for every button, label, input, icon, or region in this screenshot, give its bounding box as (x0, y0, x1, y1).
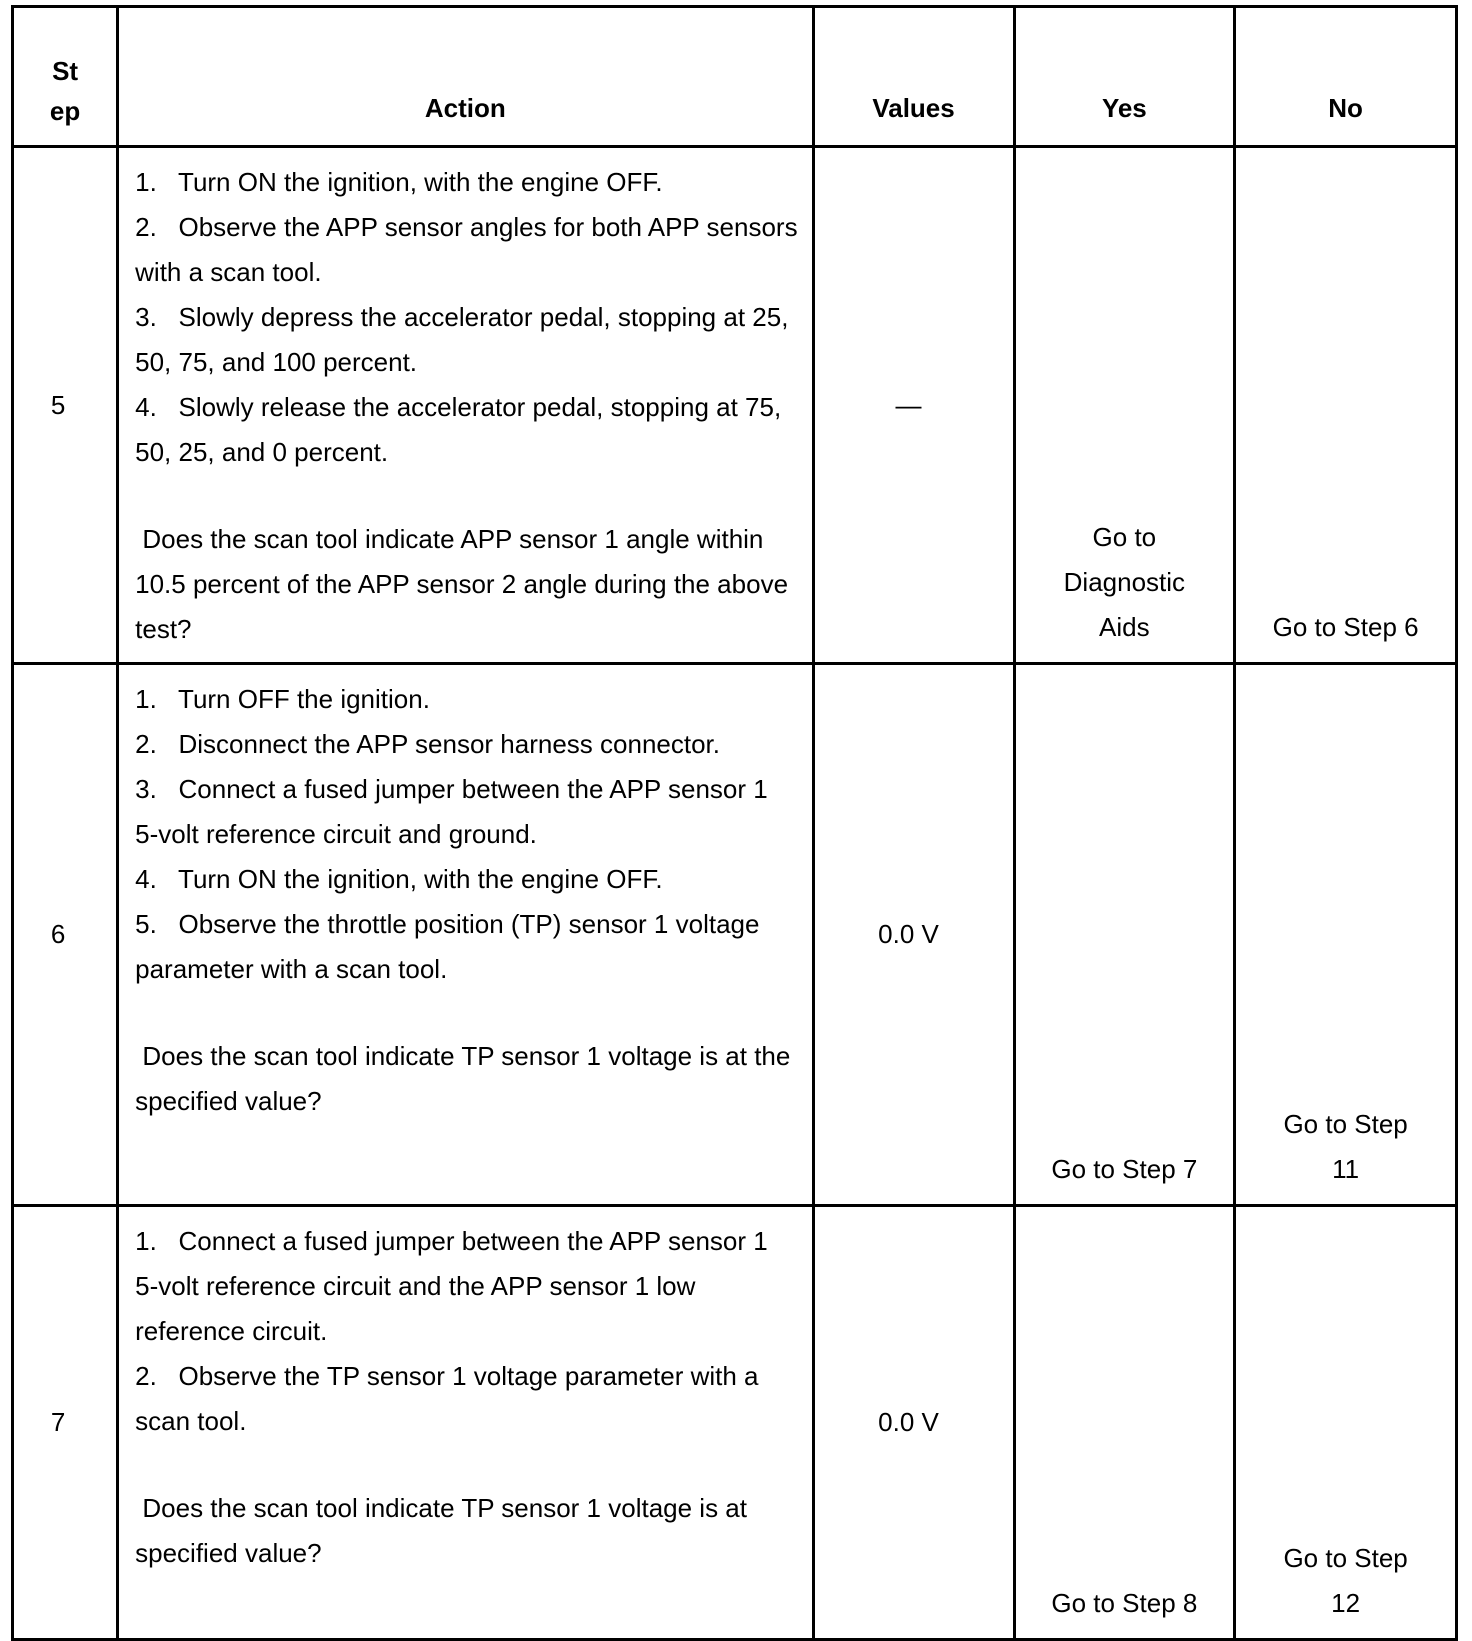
yes-cell: Go to Step 7 (1014, 664, 1235, 1206)
action-line: 4. Slowly release the accelerator pedal, stopping at 75, 50, 25, and 0 percent. (135, 392, 789, 467)
header-row (13, 7, 1457, 147)
action-line: 2. Observe the TP sensor 1 voltage parameter with a scan tool. (135, 1361, 766, 1436)
action-line: 1. Connect a fused jumper between the APP sensor 1 5-volt reference circuit and the APP sensor 1 low reference circuit. (135, 1226, 775, 1346)
table-row (13, 1206, 1457, 1640)
action-cell (118, 664, 813, 1206)
header-values: Values (813, 7, 1014, 147)
header-step (13, 7, 118, 147)
action-line: 1. Turn OFF the ignition. (135, 684, 430, 714)
no-text: Go to Step 11 (1283, 1109, 1408, 1184)
action-line: 4. Turn ON the ignition, with the engine OFF. (135, 864, 663, 894)
header-step-line2: ep (49, 96, 81, 126)
action-cell (118, 147, 813, 664)
table-row (13, 147, 1457, 664)
diagnostic-table (11, 5, 1458, 1641)
action-line: 1. Turn ON the ignition, with the engine OFF. (135, 167, 663, 197)
no-cell (1235, 664, 1457, 1206)
question-text: Does the scan tool indicate TP sensor 1 voltage is at the specified value? (135, 1041, 798, 1116)
action-line: 2. Disconnect the APP sensor harness connector. (135, 729, 721, 759)
action-cell (118, 1206, 813, 1640)
spacer (135, 1444, 797, 1486)
table-row (13, 664, 1457, 1206)
action-line: 3. Connect a fused jumper between the APP sensor 1 5-volt reference circuit and ground. (135, 774, 775, 849)
spacer (135, 475, 797, 517)
no-cell (1235, 1206, 1457, 1640)
yes-cell: Go to Step 8 (1014, 1206, 1235, 1640)
yes-cell (1014, 147, 1235, 664)
header-step-line1: St (52, 56, 79, 86)
step-number: 7 (13, 1206, 118, 1640)
action-line: 2. Observe the APP sensor angles for both APP sensors with a scan tool. (135, 212, 805, 287)
value-cell: 0.0 V (813, 1206, 1014, 1640)
header-no: No (1235, 7, 1457, 147)
action-line: 3. Slowly depress the accelerator pedal, stopping at 25, 50, 75, and 100 percent. (135, 302, 796, 377)
header-action: Action (118, 7, 813, 147)
step-number: 6 (13, 664, 118, 1206)
header-yes: Yes (1014, 7, 1235, 147)
no-text: Go to Step 12 (1283, 1543, 1408, 1618)
value-cell: — (813, 147, 1014, 664)
action-line: 5. Observe the throttle position (TP) sensor 1 voltage parameter with a scan tool. (135, 909, 767, 984)
no-cell: Go to Step 6 (1235, 147, 1457, 664)
question-text: Does the scan tool indicate TP sensor 1 voltage is at specified value? (135, 1493, 755, 1568)
spacer (135, 992, 797, 1034)
question-text: Does the scan tool indicate APP sensor 1 angle within 10.5 percent of the APP sensor 2 angle during the above test? (135, 524, 796, 644)
value-cell: 0.0 V (813, 664, 1014, 1206)
step-number: 5 (13, 147, 118, 664)
yes-text: Go to Diagnostic Aids (1063, 522, 1186, 642)
